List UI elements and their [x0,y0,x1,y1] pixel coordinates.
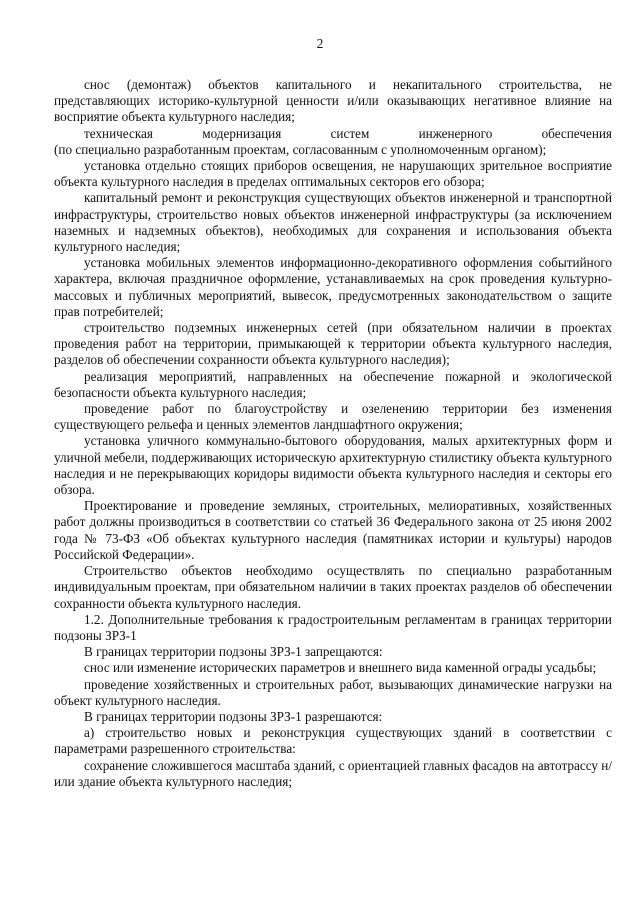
paragraph-lighting: установка отдельно стоящих приборов освещения, не нарушающих зрительное восприятие объекта культурного наследия в пределах оптимальных секторов его обзора; [54,158,612,190]
paragraph-new-construction: а) строительство новых и реконструкция существующих зданий в соответствии с параметрами разрешенного строительства: [54,725,612,757]
paragraph-demolition: снос (демонтаж) объектов капитального и некапитального строительства, не представляющих историко-культурной ценности и/или оказывающих негативное влияние на восприятие объекта культурного наследия; [54,77,612,125]
paragraph-technical-modernization: техническая модернизация систем инженерного обеспечения [84,125,612,141]
paragraph-technical-modernization-note: (по специально разработанным проектам, согласованным с уполномоченным органом); [54,141,547,157]
paragraph-underground-networks: строительство подземных инженерных сетей (при обязательном наличии в проектах проведения работ на территории, примыкающей к территории объекта культурного наследия, разделов об обеспечении сохранности объекта культурного наследия); [54,320,612,368]
paragraph-mobile-decor: установка мобильных элементов информационно-декоративного оформления событийного характера, включая праздничное оформление, устанавливаемых на срок проведения культурно-массовых и публичных мероприятий, вывесок, предусмотренных законодательством о защите прав потребителей; [54,255,612,319]
paragraph-permitted-intro: В границах территории подзоны ЗРЗ-1 разрешаются: [84,708,383,724]
paragraph-infrastructure-repair: капитальный ремонт и реконструкция существующих объектов инженерной и транспортной инфраструктуры, строительство новых объектов инженерной инфраструктуры (за исключением наземных и надземных объектов), необходимых для сохранения и использования объекта культурного наследия; [54,190,612,255]
paragraph-dynamic-loads: проведение хозяйственных и строительных работ, вызывающих динамические нагрузки на объект культурного наследия. [54,676,612,708]
document-body [54,77,612,790]
paragraph-scale-preservation: сохранение сложившегося масштаба зданий, с ориентацией главных фасадов на автотрассу н/или здание объекта культурного наследия; [54,757,612,789]
paragraph-landscaping: проведение работ по благоустройству и озеленению территории без изменения существующего рельефа и ценных элементов ландшафтного окружения; [54,401,612,433]
paragraph-fence: снос или изменение исторических параметров и внешнего вида каменной ограды усадьбы; [84,660,597,676]
paragraph-prohibited-intro: В границах территории подзоны ЗРЗ-1 запрещаются: [84,644,383,660]
paragraph-individual-projects: Строительство объектов необходимо осуществлять по специально разработанным индивидуальным проектам, при обязательном наличии в таких проектах разделов об обеспечении сохранности объекта культурного наследия. [54,563,612,611]
paragraph-design-works: Проектирование и проведение земляных, строительных, мелиоративных, хозяйственных работ должны производиться в соответствии со статьей 36 Федерального закона от 25 июня 2002 года № 73-ФЗ «Об объектах культурного наследия (памятниках истории и культуры) народов Российской Федерации». [54,498,612,562]
paragraph-fire-safety: реализация мероприятий, направленных на обеспечение пожарной и экологической безопасности объекта культурного наследия; [54,368,612,400]
section-heading-1-2: 1.2. Дополнительные требования к градостроительным регламентам в границах территории подзоны ЗРЗ-1 [54,611,612,643]
paragraph-street-furniture: установка уличного коммунально-бытового оборудования, малых архитектурных форм и уличной мебели, поддерживающих историческую архитектурную стилистику объекта культурного наследия и не перекрывающих коридоры видимости объекта культурного наследия и секторы его обзора. [54,433,612,498]
page-number: 2 [316,36,324,51]
